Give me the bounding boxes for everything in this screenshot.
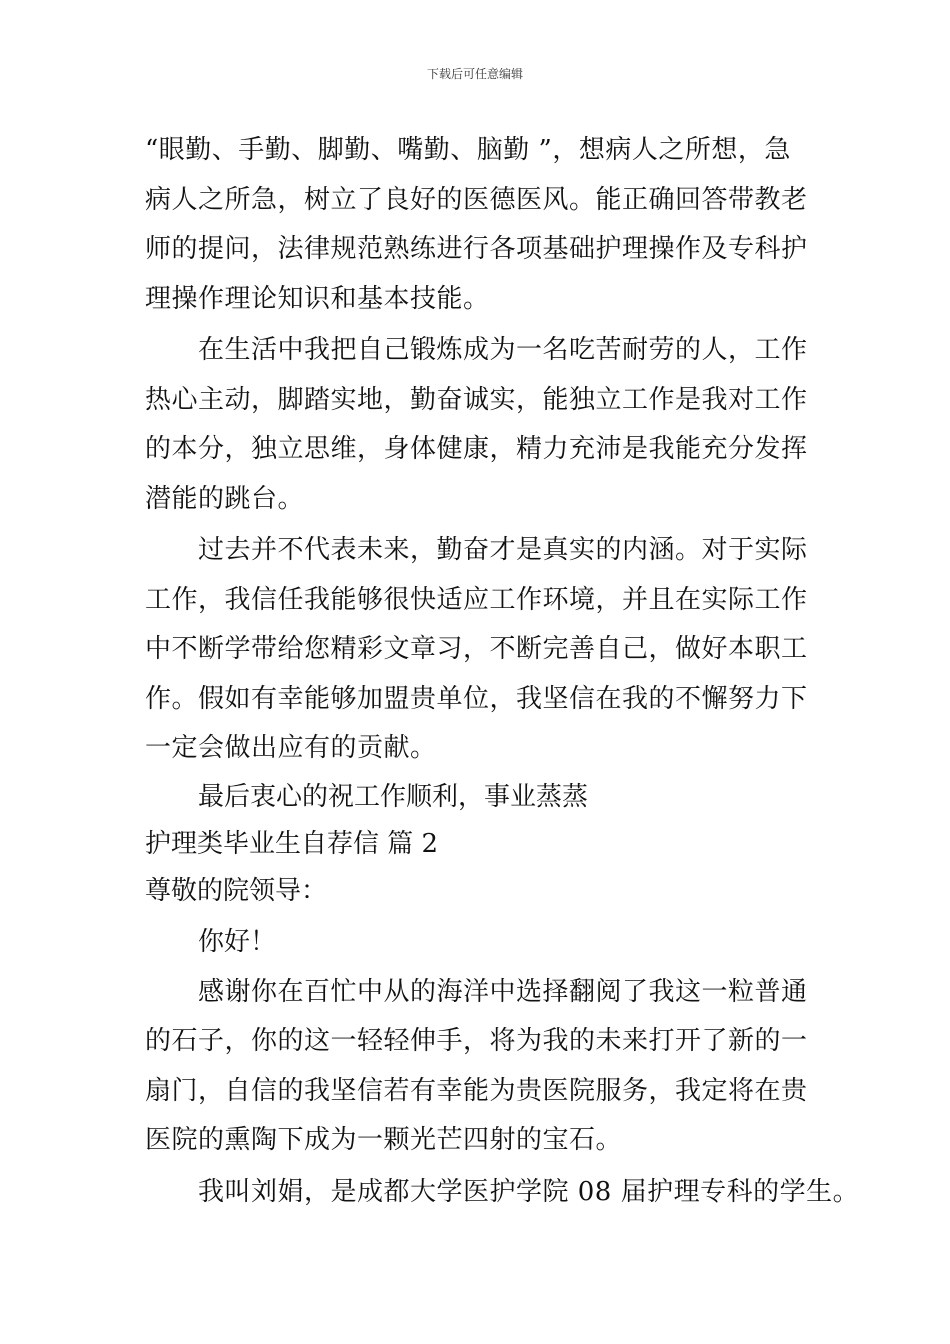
paragraph-line: “眼勤、手勤、脚勤、嘴勤、脑勤 ”，想病人之所想，急 <box>145 135 791 165</box>
page-header: 下载后可任意编辑 <box>426 67 523 81</box>
paragraph-line: 一定会做出应有的贡献。 <box>145 733 437 763</box>
paragraph-line: 热心主动，脚踏实地，勤奋诚实，能独立工作是我对工作 <box>145 384 808 415</box>
paragraph-line: 师的提问，法律规范熟练进行各项基础护理操作及专科护 <box>145 234 808 264</box>
paragraph-line: 感谢你在百忙中从的海洋中选择翻阅了我这一粒普通 <box>198 976 808 1007</box>
paragraph-line: 病人之所急，树立了良好的医德医风。能正确回答带教老 <box>145 184 808 215</box>
salutation: 尊敬的院领导： <box>145 875 328 906</box>
paragraph-line: 理操作理论知识和基本技能。 <box>145 283 490 314</box>
paragraph-line: 我叫刘娟，是成都大学医护学院 08 届护理专科的学生。 <box>198 1176 860 1207</box>
paragraph-line: 医院的熏陶下成为一颗光芒四射的宝石。 <box>145 1125 623 1155</box>
paragraph-line: 的本分，独立思维，身体健康，精力充沛是我能充分发挥 <box>145 434 808 464</box>
greeting: 你好！ <box>198 926 277 957</box>
paragraph-line: 工作，我信任我能够很快适应工作环境，并且在实际工作 <box>145 584 808 615</box>
paragraph-line: 过去并不代表未来，勤奋才是真实的内涵。对于实际 <box>198 535 808 565</box>
paragraph-4 <box>145 968 811 1166</box>
paragraph-2 <box>145 326 811 524</box>
closing-wish: 最后衷心的祝工作顺利，事业蒸蒸 <box>198 781 589 812</box>
paragraph-line: 在生活中我把自己锻炼成为一名吃苦耐劳的人，工作 <box>198 335 808 365</box>
paragraph-line: 扇门，自信的我坚信若有幸能为贵医院服务，我定将在贵 <box>145 1075 808 1106</box>
document-body <box>145 126 860 1217</box>
paragraph-line: 作。假如有幸能够加盟贵单位，我坚信在我的不懈努力下 <box>145 683 808 714</box>
paragraph-line: 的石子，你的这一轻轻伸手，将为我的未来打开了新的一 <box>145 1026 808 1056</box>
paragraph-line: 中不断学带给您精彩文章习，不断完善自己，做好本职工 <box>145 634 808 664</box>
paragraph-line: 潜能的跳台。 <box>145 483 305 514</box>
paragraph-5 <box>145 1168 860 1218</box>
paragraph-1 <box>145 126 811 324</box>
paragraph-3 <box>145 526 811 774</box>
section-title: 护理类毕业生自荐信 篇 2 <box>145 828 439 859</box>
